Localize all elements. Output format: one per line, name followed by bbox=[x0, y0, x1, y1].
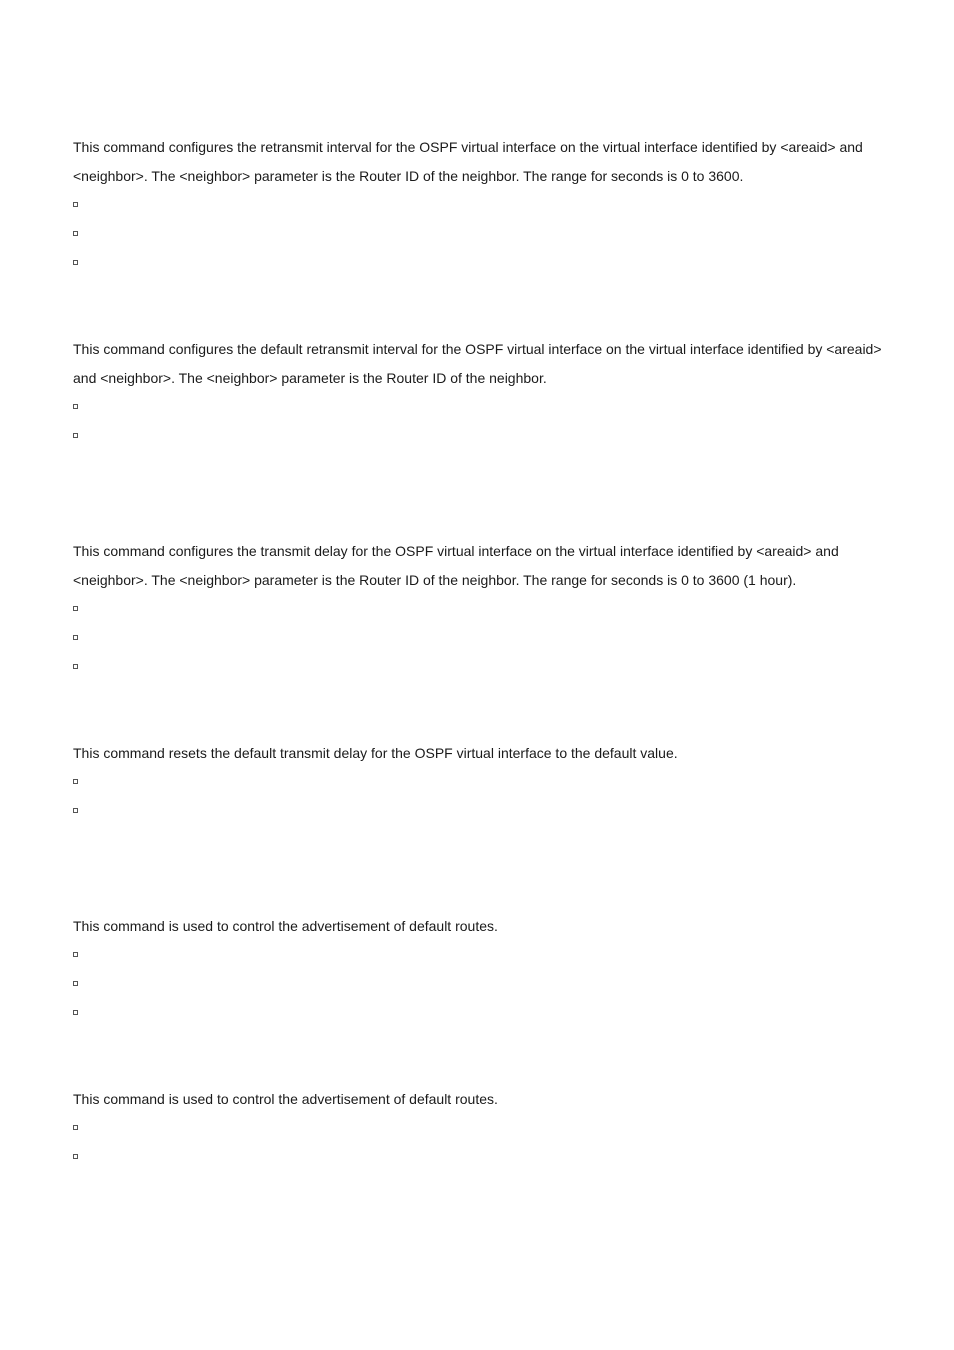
list-item bbox=[73, 1114, 893, 1143]
bullet-list bbox=[73, 1114, 893, 1172]
bullet-square-icon bbox=[73, 1154, 78, 1159]
list-item bbox=[73, 393, 893, 422]
section-default-transmit-delay bbox=[73, 739, 893, 826]
section-retransmit-interval bbox=[73, 133, 893, 278]
bullet-list bbox=[73, 595, 893, 682]
bullet-square-icon bbox=[73, 664, 78, 669]
bullet-square-icon bbox=[73, 202, 78, 207]
bullet-square-icon bbox=[73, 260, 78, 265]
list-item bbox=[73, 422, 893, 451]
bullet-square-icon bbox=[73, 1125, 78, 1130]
bullet-list bbox=[73, 191, 893, 278]
section-description: This command configures the retransmit interval for the OSPF virtual interface on the virtual interface identified by <areaid> and <neighbor>. The <neighbor> parameter is the Router ID of the neighbor. The range for seconds is 0 to 3600. bbox=[73, 139, 863, 184]
section-description: This command is used to control the advertisement of default routes. bbox=[73, 918, 498, 934]
list-item bbox=[73, 1143, 893, 1172]
list-item bbox=[73, 797, 893, 826]
bullet-square-icon bbox=[73, 981, 78, 986]
bullet-square-icon bbox=[73, 779, 78, 784]
bullet-square-icon bbox=[73, 404, 78, 409]
section-transmit-delay bbox=[73, 537, 893, 682]
bullet-list bbox=[73, 393, 893, 451]
bullet-list bbox=[73, 941, 893, 1028]
list-item bbox=[73, 595, 893, 624]
list-item bbox=[73, 999, 893, 1028]
bullet-square-icon bbox=[73, 606, 78, 611]
section-description: This command is used to control the advertisement of default routes. bbox=[73, 1091, 498, 1107]
section-description: This command configures the transmit delay for the OSPF virtual interface on the virtual interface identified by <areaid> and <neighbor>. The <neighbor> parameter is the Router ID of the neighbor. The range for seconds is 0 to 3600 (1 hour). bbox=[73, 543, 839, 588]
list-item bbox=[73, 249, 893, 278]
list-item bbox=[73, 941, 893, 970]
section-description: This command configures the default retransmit interval for the OSPF virtual interface on the virtual interface identified by <areaid> and <neighbor>. The <neighbor> parameter is the Router ID of the neighbor. bbox=[73, 341, 882, 386]
list-item bbox=[73, 970, 893, 999]
bullet-square-icon bbox=[73, 433, 78, 438]
section-no-default-information-originate bbox=[73, 1085, 893, 1172]
bullet-square-icon bbox=[73, 635, 78, 640]
list-item bbox=[73, 768, 893, 797]
bullet-square-icon bbox=[73, 1010, 78, 1015]
bullet-square-icon bbox=[73, 952, 78, 957]
list-item bbox=[73, 624, 893, 653]
bullet-square-icon bbox=[73, 231, 78, 236]
list-item bbox=[73, 653, 893, 682]
section-description: This command resets the default transmit delay for the OSPF virtual interface to the default value. bbox=[73, 745, 678, 761]
section-default-information-originate bbox=[73, 912, 893, 1028]
list-item bbox=[73, 220, 893, 249]
bullet-list bbox=[73, 768, 893, 826]
list-item bbox=[73, 191, 893, 220]
section-default-retransmit-interval bbox=[73, 335, 893, 451]
bullet-square-icon bbox=[73, 808, 78, 813]
